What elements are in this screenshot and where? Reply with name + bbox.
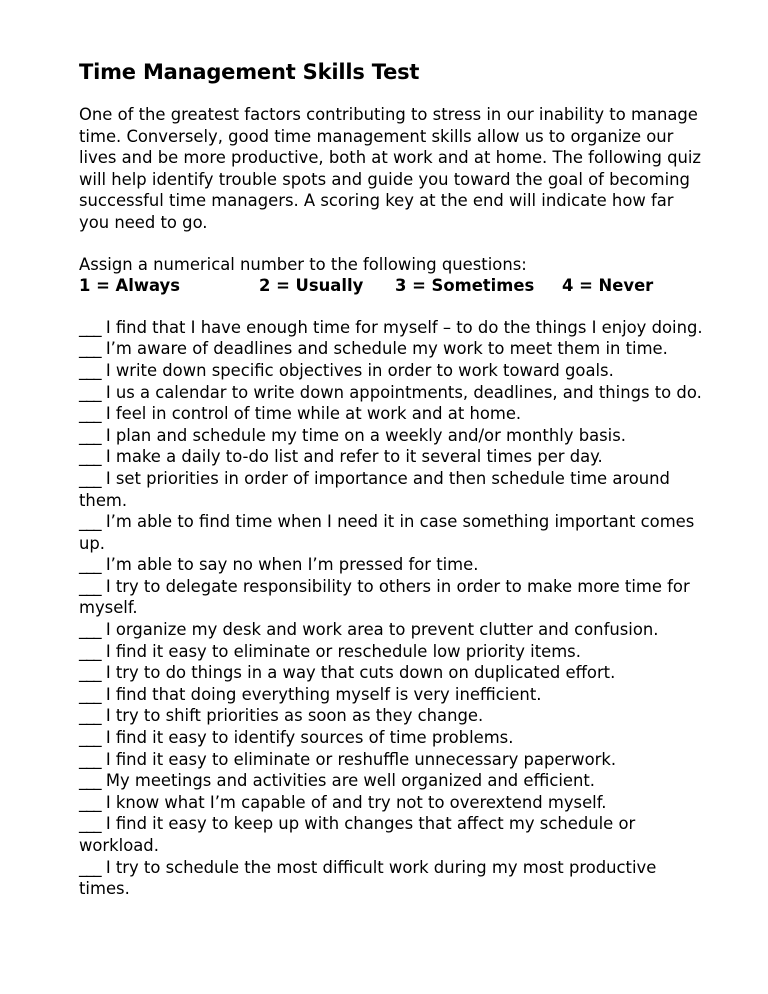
answer-blank[interactable]: ___ bbox=[79, 317, 101, 337]
question-text: I make a daily to-do list and refer to it several times per day. bbox=[105, 447, 603, 467]
answer-blank[interactable]: ___ bbox=[79, 620, 101, 640]
question-item bbox=[79, 317, 708, 339]
question-text: I organize my desk and work area to prevent clutter and confusion. bbox=[105, 620, 659, 640]
answer-blank[interactable]: ___ bbox=[79, 555, 101, 575]
instructions: Assign a numerical number to the following questions: bbox=[79, 254, 527, 274]
question-item bbox=[79, 382, 708, 404]
question-text: I’m aware of deadlines and schedule my work to meet them in time. bbox=[105, 339, 668, 359]
question-item bbox=[79, 641, 708, 663]
scale-sometimes: 3 = Sometimes bbox=[395, 276, 535, 296]
answer-blank[interactable]: ___ bbox=[79, 576, 101, 596]
question-item bbox=[79, 770, 708, 792]
question-item bbox=[79, 792, 708, 814]
question-item bbox=[79, 338, 708, 360]
question-item bbox=[79, 662, 708, 684]
page-title: Time Management Skills Test bbox=[79, 60, 420, 84]
question-text: I try to schedule the most difficult work during my most productive times. bbox=[79, 857, 657, 899]
question-text: I find it easy to identify sources of time problems. bbox=[105, 728, 514, 748]
question-item bbox=[79, 705, 708, 727]
answer-blank[interactable]: ___ bbox=[79, 404, 101, 424]
question-text: I try to shift priorities as soon as they change. bbox=[105, 706, 484, 726]
question-item bbox=[79, 749, 708, 771]
question-text: I’m able to say no when I’m pressed for time. bbox=[105, 555, 479, 575]
question-item bbox=[79, 403, 708, 425]
question-text: I us a calendar to write down appointments, deadlines, and things to do. bbox=[105, 382, 702, 402]
answer-blank[interactable]: ___ bbox=[79, 706, 101, 726]
intro-paragraph: One of the greatest factors contributing to stress in our inability to manage time. Conversely, good time management skills allow us to organize our lives and be more productive, both at work and at home. The following quiz will help identify trouble spots and guide you toward the goal of becoming successful time managers. A scoring key at the end will indicate how far you need to go. bbox=[79, 105, 702, 232]
question-item bbox=[79, 425, 708, 447]
answer-blank[interactable]: ___ bbox=[79, 728, 101, 748]
question-text: I find it easy to eliminate or reschedule low priority items. bbox=[105, 641, 581, 661]
answer-blank[interactable]: ___ bbox=[79, 425, 101, 445]
question-text: I know what I’m capable of and try not to overextend myself. bbox=[105, 792, 607, 812]
answer-blank[interactable]: ___ bbox=[79, 641, 101, 661]
answer-blank[interactable]: ___ bbox=[79, 339, 101, 359]
answer-blank[interactable]: ___ bbox=[79, 684, 101, 704]
question-item bbox=[79, 511, 708, 554]
answer-blank[interactable]: ___ bbox=[79, 360, 101, 380]
question-item bbox=[79, 576, 708, 619]
question-text: I try to do things in a way that cuts down on duplicated effort. bbox=[105, 663, 616, 683]
question-item bbox=[79, 446, 708, 468]
question-item bbox=[79, 360, 708, 382]
question-text: I set priorities in order of importance and then schedule time around them. bbox=[79, 468, 670, 510]
rating-scale bbox=[79, 275, 708, 297]
answer-blank[interactable]: ___ bbox=[79, 857, 101, 877]
answer-blank[interactable]: ___ bbox=[79, 663, 101, 683]
question-text: I find that doing everything myself is very inefficient. bbox=[105, 684, 542, 704]
answer-blank[interactable]: ___ bbox=[79, 382, 101, 402]
scale-usually: 2 = Usually bbox=[259, 276, 364, 296]
answer-blank[interactable]: ___ bbox=[79, 512, 101, 532]
question-text: I plan and schedule my time on a weekly and/or monthly basis. bbox=[105, 425, 626, 445]
question-text: I try to delegate responsibility to others in order to make more time for myself. bbox=[79, 576, 690, 618]
question-text: I feel in control of time while at work and at home. bbox=[105, 404, 522, 424]
scale-always: 1 = Always bbox=[79, 276, 180, 296]
answer-blank[interactable]: ___ bbox=[79, 749, 101, 769]
question-text: I write down specific objectives in order to work toward goals. bbox=[105, 360, 614, 380]
answer-blank[interactable]: ___ bbox=[79, 814, 101, 834]
scale-never: 4 = Never bbox=[562, 276, 654, 296]
question-text: I’m able to find time when I need it in case something important comes up. bbox=[79, 512, 695, 553]
question-item bbox=[79, 813, 708, 856]
question-item bbox=[79, 727, 708, 749]
question-text: I find it easy to keep up with changes that affect my schedule or workload. bbox=[79, 814, 636, 855]
question-item bbox=[79, 554, 708, 576]
answer-blank[interactable]: ___ bbox=[79, 468, 101, 488]
question-item bbox=[79, 619, 708, 641]
question-item bbox=[79, 468, 708, 511]
answer-blank[interactable]: ___ bbox=[79, 792, 101, 812]
question-text: My meetings and activities are well organized and efficient. bbox=[105, 771, 596, 791]
question-item bbox=[79, 857, 708, 900]
question-list bbox=[79, 317, 708, 900]
answer-blank[interactable]: ___ bbox=[79, 447, 101, 467]
question-text: I find it easy to eliminate or reshuffle unnecessary paperwork. bbox=[105, 749, 617, 769]
question-text: I find that I have enough time for myself – to do the things I enjoy doing. bbox=[105, 317, 703, 337]
question-item bbox=[79, 684, 708, 706]
answer-blank[interactable]: ___ bbox=[79, 771, 101, 791]
